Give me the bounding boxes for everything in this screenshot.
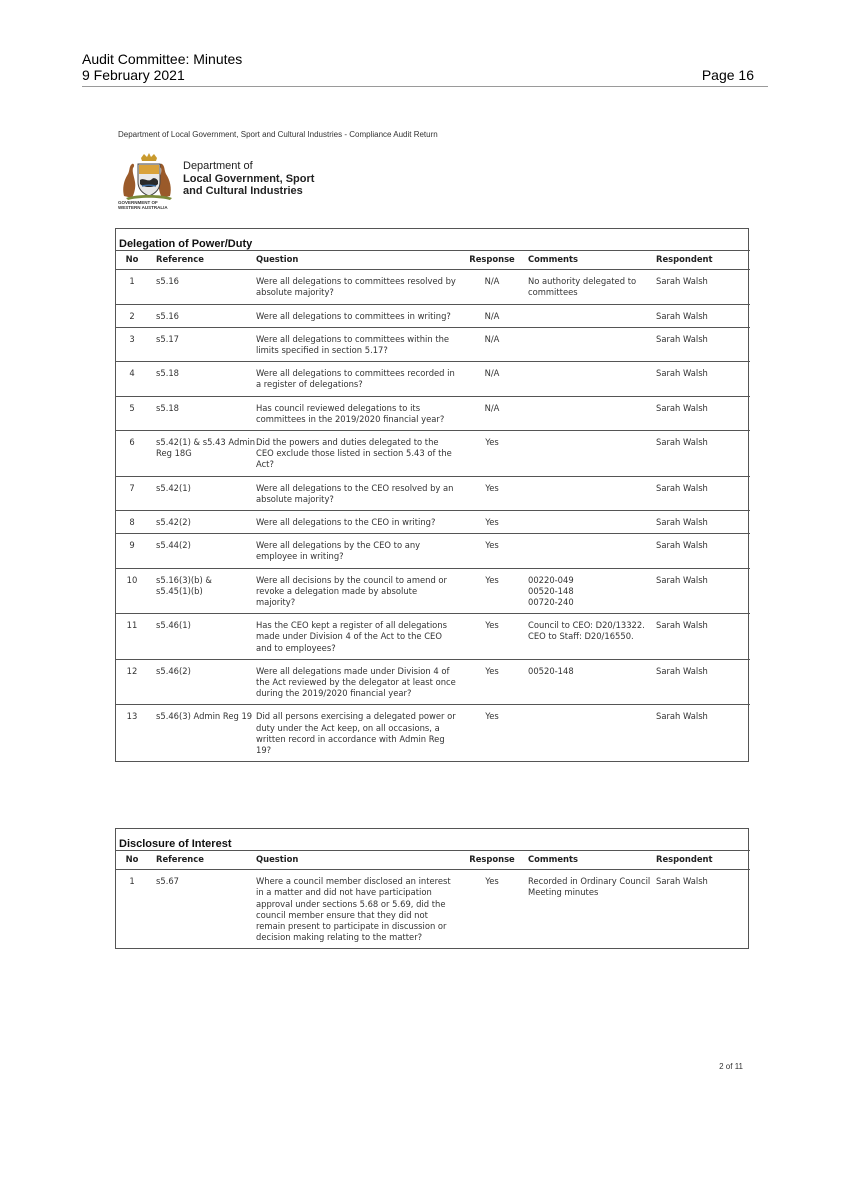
col-header-question: Question	[256, 251, 456, 270]
cell-reference: s5.46(2)	[148, 659, 256, 705]
cell-response: N/A	[456, 304, 528, 327]
cell-response: N/A	[456, 362, 528, 396]
cell-respondent: Sarah Walsh	[656, 396, 750, 430]
cell-question: Were all delegations to the CEO in writing?	[256, 511, 456, 534]
table-row	[116, 327, 750, 361]
cell-question: Has the CEO kept a register of all delegations made under Division 4 of the Act to the CEO and to employees?	[256, 614, 456, 660]
cell-no: 12	[116, 659, 148, 705]
table-row	[116, 568, 750, 614]
cell-reference: s5.16	[148, 270, 256, 304]
cell-comments	[528, 304, 656, 327]
cell-reference: s5.42(1)	[148, 476, 256, 510]
table-row	[116, 270, 750, 304]
col-header-response: Response	[456, 851, 528, 870]
col-header-no: No	[116, 251, 148, 270]
cell-comments: Recorded in Ordinary Council Meeting minutes	[528, 876, 651, 898]
cell-respondent: Sarah Walsh	[656, 304, 750, 327]
crest-caption-line1: GOVERNMENT OF	[118, 200, 158, 205]
cell-respondent: Sarah Walsh	[656, 270, 750, 304]
cell-respondent: Sarah Walsh	[656, 476, 750, 510]
department-name-line2: Local Government, Sport	[183, 172, 315, 185]
table-row	[116, 362, 750, 396]
cell-reference: s5.17	[148, 327, 256, 361]
col-header-respondent: Respondent	[656, 251, 750, 270]
cell-reference: s5.42(2)	[148, 511, 256, 534]
page-header	[82, 51, 242, 83]
cell-reference: s5.46(3) Admin Reg 19	[156, 711, 253, 722]
cell-reference: s5.18	[148, 396, 256, 430]
crest-caption-line2: WESTERN AUSTRALIA	[118, 205, 168, 210]
cell-respondent: Sarah Walsh	[656, 614, 750, 660]
table-row	[116, 476, 750, 510]
col-header-reference: Reference	[148, 851, 256, 870]
cell-response: Yes	[456, 511, 528, 534]
cell-reference: s5.16	[148, 304, 256, 327]
cell-no: 7	[116, 476, 148, 510]
cell-question: Were all decisions by the council to amend or revoke a delegation made by absolute majority?	[256, 568, 456, 614]
cell-respondent: Sarah Walsh	[656, 659, 750, 705]
cell-comments	[528, 431, 656, 477]
col-header-no: No	[116, 851, 148, 870]
cell-question: Were all delegations to committees within the limits specified in section 5.17?	[256, 327, 456, 361]
cell-respondent: Sarah Walsh	[656, 568, 750, 614]
table-row	[116, 396, 750, 430]
cell-comments	[528, 534, 656, 568]
cell-reference: s5.18	[148, 362, 256, 396]
table-row	[116, 534, 750, 568]
cell-reference: s5.67	[156, 876, 180, 887]
cell-response: N/A	[456, 270, 528, 304]
cell-question: Were all delegations made under Division 4 of the Act reviewed by the delegator at least once during the 2019/2020 financial year?	[256, 659, 456, 705]
cell-response: Yes	[485, 711, 499, 722]
cell-reference: s5.46(1)	[148, 614, 256, 660]
cell-respondent: Sarah Walsh	[656, 711, 708, 722]
cell-no: 4	[116, 362, 148, 396]
cell-no: 2	[116, 304, 148, 327]
table-row	[116, 659, 750, 705]
col-header-response: Response	[456, 251, 528, 270]
cell-response: Yes	[456, 614, 528, 660]
col-header-comments: Comments	[528, 851, 656, 870]
audit-table	[116, 850, 750, 948]
department-name-line1: Department of	[183, 160, 253, 172]
cell-question: Were all delegations to committees resolved by absolute majority?	[256, 270, 456, 304]
table-header-row	[116, 851, 750, 870]
cell-no: 10	[116, 568, 148, 614]
cell-respondent: Sarah Walsh	[656, 431, 750, 477]
cell-respondent: Sarah Walsh	[656, 876, 708, 887]
cell-reference: s5.16(3)(b) & s5.45(1)(b)	[148, 568, 256, 614]
header-date: 9 February 2021	[82, 67, 185, 83]
section-delegation-of-power	[115, 228, 749, 762]
header-page-number: Page 16	[701, 67, 754, 83]
cell-comments	[528, 511, 656, 534]
table-row	[116, 304, 750, 327]
cell-question: Were all delegations to committees in writing?	[256, 304, 456, 327]
audit-table	[116, 250, 750, 761]
document-title: Department of Local Government, Sport and Cultural Industries - Compliance Audit Return	[118, 130, 438, 139]
cell-response: N/A	[456, 327, 528, 361]
cell-response: Yes	[485, 876, 499, 887]
table-row	[116, 431, 750, 477]
cell-question: Were all delegations to committees recorded in a register of delegations?	[256, 362, 456, 396]
cell-comments: 00220-049 00520-148 00720-240	[528, 568, 656, 614]
cell-response: Yes	[456, 534, 528, 568]
table-row	[116, 511, 750, 534]
cell-respondent: Sarah Walsh	[656, 534, 750, 568]
table-header-row	[116, 251, 750, 270]
cell-comments	[528, 705, 656, 761]
cell-reference: s5.44(2)	[148, 534, 256, 568]
cell-response: Yes	[456, 476, 528, 510]
section-title: Delegation of Power/Duty	[119, 238, 253, 250]
cell-no: 6	[116, 431, 148, 477]
cell-reference: s5.42(1) & s5.43 Admin Reg 18G	[148, 431, 256, 477]
cell-respondent: Sarah Walsh	[656, 511, 750, 534]
cell-comments: Council to CEO: D20/13322. CEO to Staff: D20/16550.	[528, 614, 656, 660]
header-divider	[82, 86, 768, 87]
cell-respondent: Sarah Walsh	[656, 362, 750, 396]
cell-question: Did the powers and duties delegated to the CEO exclude those listed in section 5.43 of the Act?	[256, 431, 456, 477]
table-body	[116, 270, 750, 762]
cell-no: 13	[126, 711, 138, 722]
cell-no: 1	[129, 876, 135, 887]
cell-comments: No authority delegated to committees	[528, 270, 656, 304]
cell-respondent: Sarah Walsh	[656, 327, 750, 361]
cell-no: 8	[116, 511, 148, 534]
col-header-comments: Comments	[528, 251, 656, 270]
cell-question: Did all persons exercising a delegated power or duty under the Act keep, on all occasions, a written record in accordance with Admin Reg 19?	[256, 711, 456, 756]
cell-comments: 00520-148	[528, 659, 656, 705]
cell-no: 1	[116, 270, 148, 304]
cell-no: 9	[116, 534, 148, 568]
cell-comments	[528, 396, 656, 430]
cell-no: 11	[116, 614, 148, 660]
cell-response: Yes	[456, 659, 528, 705]
col-header-question: Question	[256, 851, 456, 870]
page-of-footer: 2 of 11	[719, 1062, 743, 1071]
cell-comments	[528, 476, 656, 510]
table-row	[116, 870, 750, 949]
department-logo	[118, 152, 348, 216]
section-disclosure-of-interest	[115, 828, 749, 949]
cell-question: Has council reviewed delegations to its committees in the 2019/2020 financial year?	[256, 396, 456, 430]
department-name-line3: and Cultural Industries	[183, 185, 303, 197]
table-row	[116, 705, 750, 761]
section-title: Disclosure of Interest	[119, 838, 232, 850]
cell-question: Were all delegations to the CEO resolved by an absolute majority?	[256, 476, 456, 510]
cell-comments	[528, 362, 656, 396]
cell-response: Yes	[456, 568, 528, 614]
department-name	[183, 160, 314, 198]
cell-comments	[528, 327, 656, 361]
table-row	[116, 614, 750, 660]
table-body	[116, 870, 750, 949]
cell-response: Yes	[456, 431, 528, 477]
crest-caption	[118, 200, 168, 210]
cell-no: 3	[116, 327, 148, 361]
cell-no: 5	[116, 396, 148, 430]
cell-question: Were all delegations by the CEO to any employee in writing?	[256, 534, 456, 568]
col-header-reference: Reference	[148, 251, 256, 270]
col-header-respondent: Respondent	[656, 851, 750, 870]
cell-question: Where a council member disclosed an interest in a matter and did not have participation approval under sections 5.68 or 5.69, did the council member ensure that they did not remain present to participate in discussion or decision making relating to the matter?	[256, 876, 451, 943]
cell-response: N/A	[456, 396, 528, 430]
header-title: Audit Committee: Minutes	[82, 51, 243, 67]
